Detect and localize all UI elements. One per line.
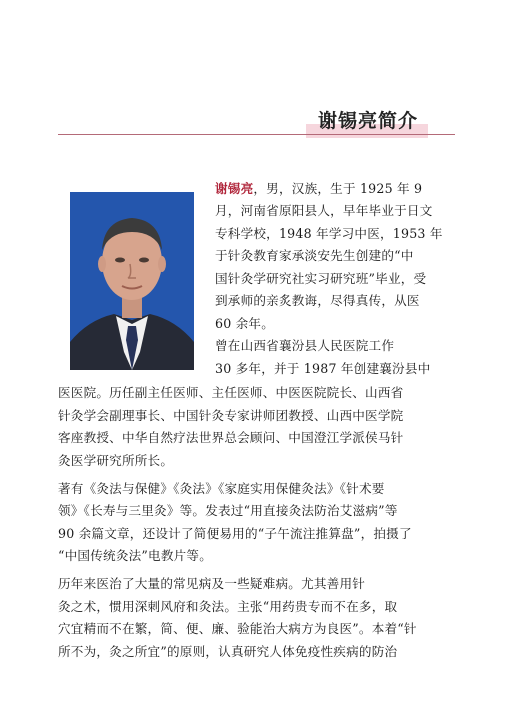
works-line-2: 领》《长寿与三里灸》等。发表过“用直接灸法防治艾滋病”等	[58, 503, 398, 518]
works-line-3: 90 余篇文章，还设计了简便易用的“子午流注推算盘”，拍摄了	[58, 526, 412, 541]
bio-line-1	[215, 178, 422, 200]
bio-line-9: 30 多年，并于 1987 年创建襄汾县中	[215, 361, 431, 376]
bio-line-10: 医医院。历任副主任医师、主任医师、中医医院院长、山西省	[58, 385, 404, 400]
practice-line-1: 历年来医治了大量的常见病及一些疑难病。尤其善用针	[58, 576, 366, 591]
bio-line-4: 于针灸教育家承淡安先生创建的“中	[215, 248, 414, 263]
practice-line-3: 穴宜精而不在繁，简、便、廉、验能治大病方为良医”。本着“针	[58, 621, 417, 636]
practice-line-4: 所不为，灸之所宜”的原则，认真研究人体免疫性疾病的防治	[58, 644, 398, 659]
practice-line-2: 灸之术，惯用深刺风府和灸法。主张“用药贵专而不在多，取	[58, 599, 398, 614]
bio-line-11: 针灸学会副理事长、中国针灸专家讲师团教授、山西中医学院	[58, 408, 404, 423]
bio-line-3: 专科学校，1948 年学习中医，1953 年	[215, 226, 443, 241]
bio-line-6: 到承师的亲炙教诲，尽得真传，从医	[215, 293, 420, 308]
title-block	[306, 104, 436, 144]
works-line-4: “中国传统灸法”电教片等。	[58, 548, 213, 563]
portrait-photo	[70, 192, 194, 370]
portrait-illustration	[70, 192, 194, 370]
bio-line-2: 月，河南省原阳县人，早年毕业于日文	[215, 203, 433, 218]
page-title: 谢锡亮简介	[318, 110, 419, 132]
bio-line-8: 曾在山西省襄汾县人民医院工作	[215, 338, 395, 353]
bio-line-5: 国针灸学研究社实习研究班”毕业，受	[215, 271, 427, 286]
bio-line-7: 60 余年。	[215, 316, 275, 331]
person-name: 谢锡亮	[215, 181, 254, 196]
bio-line-1-text: ，男，汉族，生于 1925 年 9	[253, 181, 423, 196]
bio-line-12: 客座教授、中华自然疗法世界总会顾问、中国澄江学派侯马针	[58, 430, 404, 445]
title-divider	[58, 134, 455, 135]
bio-line-13: 灸医学研究所所长。	[58, 453, 174, 468]
works-line-1: 著有《灸法与保健》《灸法》《家庭实用保健灸法》《针术要	[58, 481, 385, 496]
